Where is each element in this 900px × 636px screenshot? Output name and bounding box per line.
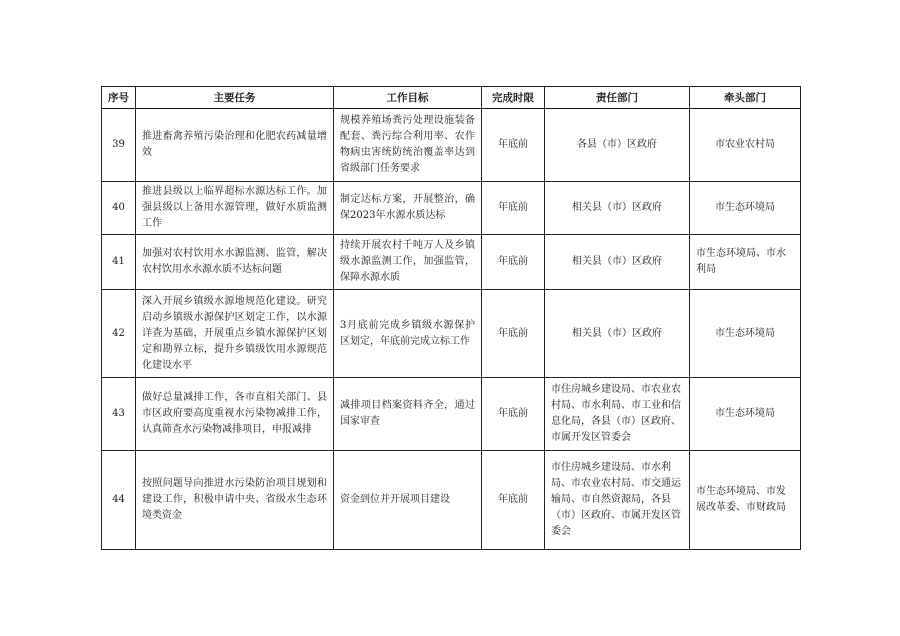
cell-goal: 制定达标方案，开展整治，确保2023年水源水质达标 — [334, 182, 482, 235]
cell-no: 43 — [102, 378, 136, 451]
cell-dept: 相关县（市）区政府 — [545, 235, 690, 290]
cell-dept: 市住房城乡建设局、市农业农村局、市水利局、市工业和信息化局，各县（市）区政府、市属开发区管委会 — [545, 378, 690, 451]
cell-lead: 市农业农村局 — [690, 109, 801, 182]
cell-dept: 市住房城乡建设局、市水利局、市农业农村局、市交通运输局、市自然资源局，各县（市）区政府、市属开发区管委会 — [545, 451, 690, 550]
cell-no: 40 — [102, 182, 136, 235]
cell-task: 深入开展乡镇级水源地规范化建设。研究启动乡镇级水源保护区划定工作，以水源详查为基础，开展重点乡镇水源保护区划定和勘界立标，提升乡镇级饮用水源规范化建设水平 — [136, 290, 334, 378]
header-goal: 工作目标 — [334, 87, 482, 109]
header-dept: 责任部门 — [545, 87, 690, 109]
task-table — [101, 86, 801, 550]
table-row — [102, 235, 801, 290]
cell-time: 年底前 — [482, 378, 545, 451]
table-row — [102, 290, 801, 378]
cell-task: 加强对农村饮用水水源监测、监管，解决农村饮用水水源水质不达标问题 — [136, 235, 334, 290]
cell-time: 年底前 — [482, 235, 545, 290]
cell-dept: 各县（市）区政府 — [545, 109, 690, 182]
cell-no: 42 — [102, 290, 136, 378]
cell-dept: 相关县（市）区政府 — [545, 290, 690, 378]
table-row — [102, 378, 801, 451]
table-row — [102, 451, 801, 550]
cell-goal: 持续开展农村千吨万人及乡镇级水源监测工作，加强监管，保障水源水质 — [334, 235, 482, 290]
cell-lead: 市生态环境局、市水利局 — [690, 235, 801, 290]
table-body — [102, 109, 801, 550]
header-time: 完成时限 — [482, 87, 545, 109]
cell-goal: 规模养殖场粪污处理设施装备配套、粪污综合利用率、农作物病虫害统防统治覆盖率达到省级部门任务要求 — [334, 109, 482, 182]
table-header — [102, 87, 801, 109]
cell-dept: 相关县（市）区政府 — [545, 182, 690, 235]
cell-lead: 市生态环境局 — [690, 378, 801, 451]
cell-goal: 3月底前完成乡镇级水源保护区划定，年底前完成立标工作 — [334, 290, 482, 378]
table-row — [102, 182, 801, 235]
cell-time: 年底前 — [482, 451, 545, 550]
cell-time: 年底前 — [482, 182, 545, 235]
cell-time: 年底前 — [482, 290, 545, 378]
cell-task: 做好总量减排工作，各市直相关部门、县市区政府要高度重视水污染物减排工作，认真筛查水污染物减排项目，申报减排 — [136, 378, 334, 451]
table-row — [102, 109, 801, 182]
cell-task: 推进县级以上临界超标水源达标工作。加强县级以上备用水源管理，做好水质监测工作 — [136, 182, 334, 235]
cell-lead: 市生态环境局 — [690, 182, 801, 235]
header-no: 序号 — [102, 87, 136, 109]
cell-no: 44 — [102, 451, 136, 550]
cell-lead: 市生态环境局 — [690, 290, 801, 378]
cell-time: 年底前 — [482, 109, 545, 182]
cell-lead: 市生态环境局、市发展改革委、市财政局 — [690, 451, 801, 550]
header-lead: 牵头部门 — [690, 87, 801, 109]
cell-no: 39 — [102, 109, 136, 182]
header-row — [102, 87, 801, 109]
cell-task: 按照问题导向推进水污染防治项目规划和建设工作，积极申请中央、省级水生态环境类资金 — [136, 451, 334, 550]
cell-no: 41 — [102, 235, 136, 290]
cell-goal: 资金到位并开展项目建设 — [334, 451, 482, 550]
header-task: 主要任务 — [136, 87, 334, 109]
cell-task: 推进畜禽养殖污染治理和化肥农药减量增效 — [136, 109, 334, 182]
cell-goal: 减排项目档案资料齐全，通过国家审查 — [334, 378, 482, 451]
